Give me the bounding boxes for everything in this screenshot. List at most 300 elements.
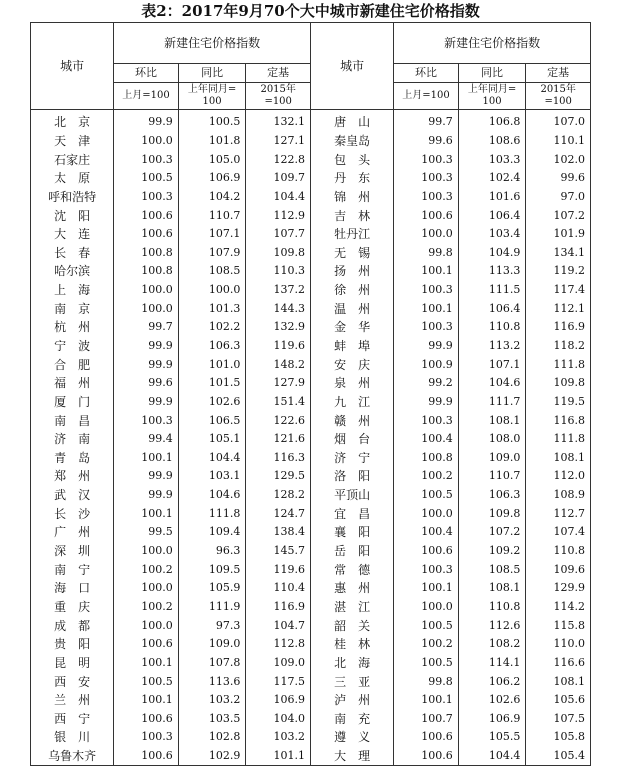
yoy-value: 108.5 [178, 262, 246, 281]
city-name: 海 口 [31, 579, 114, 598]
yoy-value: 108.1 [458, 579, 526, 598]
yoy-value: 103.2 [178, 691, 246, 710]
base-yoy-right [458, 83, 526, 110]
city-name: 长 春 [31, 243, 114, 262]
base-value: 112.9 [246, 206, 311, 225]
mom-value: 100.5 [394, 616, 459, 635]
yoy-value: 108.6 [458, 132, 526, 151]
yoy-value: 113.2 [458, 337, 526, 356]
base-value: 148.2 [246, 355, 311, 374]
city-name: 岳 阳 [310, 542, 393, 561]
base-value: 112.8 [246, 635, 311, 654]
base-base-line2: =100 [544, 96, 572, 107]
table-row [31, 635, 591, 654]
yoy-value: 104.6 [458, 374, 526, 393]
yoy-value: 104.4 [458, 747, 526, 766]
mom-value: 99.7 [394, 110, 459, 132]
base-value: 104.4 [246, 188, 311, 207]
yoy-value: 101.0 [178, 355, 246, 374]
group-header-right: 新建住宅价格指数 [394, 23, 591, 64]
city-name: 青 岛 [31, 449, 114, 468]
table-row [31, 710, 591, 729]
base-value: 97.0 [526, 188, 591, 207]
yoy-value: 111.8 [178, 504, 246, 523]
city-name: 沈 阳 [31, 206, 114, 225]
base-value: 109.8 [526, 374, 591, 393]
city-name: 湛 江 [310, 598, 393, 617]
mom-value: 99.9 [394, 337, 459, 356]
mom-value: 99.6 [394, 132, 459, 151]
yoy-value: 112.6 [458, 616, 526, 635]
price-index-table [30, 22, 591, 766]
yoy-value: 101.8 [178, 132, 246, 151]
mom-value: 100.5 [114, 169, 179, 188]
city-name: 锦 州 [310, 188, 393, 207]
yoy-value: 106.3 [178, 337, 246, 356]
base-value: 119.5 [526, 393, 591, 412]
city-name: 蚌 埠 [310, 337, 393, 356]
yoy-value: 106.2 [458, 672, 526, 691]
mom-value: 100.1 [114, 449, 179, 468]
base-value: 145.7 [246, 542, 311, 561]
city-name: 乌鲁木齐 [31, 747, 114, 766]
base-base-line1: 2015年 [540, 84, 576, 95]
base-value: 127.9 [246, 374, 311, 393]
city-name: 温 州 [310, 299, 393, 318]
mom-value: 99.8 [394, 243, 459, 262]
base-value: 104.7 [246, 616, 311, 635]
mom-value: 100.3 [394, 281, 459, 300]
mom-value: 100.0 [114, 299, 179, 318]
base-value: 128.2 [246, 486, 311, 505]
mom-value: 100.1 [394, 262, 459, 281]
mom-value: 99.4 [114, 430, 179, 449]
city-name: 西 宁 [31, 710, 114, 729]
city-name: 牡丹江 [310, 225, 393, 244]
base-value: 115.8 [526, 616, 591, 635]
base-value: 122.8 [246, 150, 311, 169]
base-value: 116.9 [246, 598, 311, 617]
base-mom-left: 上月=100 [114, 83, 179, 110]
mom-value: 99.9 [114, 337, 179, 356]
city-name: 兰 州 [31, 691, 114, 710]
base-value: 104.0 [246, 710, 311, 729]
mom-value: 100.6 [114, 635, 179, 654]
base-value: 110.3 [246, 262, 311, 281]
table-row [31, 262, 591, 281]
col-yoy-header-left: 同比 [178, 64, 246, 83]
city-name: 呼和浩特 [31, 188, 114, 207]
yoy-value: 103.3 [458, 150, 526, 169]
city-name: 丹 东 [310, 169, 393, 188]
mom-value: 99.9 [114, 467, 179, 486]
mom-value: 100.0 [394, 225, 459, 244]
base-value: 112.0 [526, 467, 591, 486]
city-name: 大 连 [31, 225, 114, 244]
city-name: 北 京 [31, 110, 114, 132]
table-row [31, 598, 591, 617]
base-value: 110.4 [246, 579, 311, 598]
base-value: 117.4 [526, 281, 591, 300]
group-header-left: 新建住宅价格指数 [114, 23, 311, 64]
base-value: 137.2 [246, 281, 311, 300]
yoy-value: 100.0 [178, 281, 246, 300]
base-value: 112.7 [526, 504, 591, 523]
yoy-value: 109.8 [458, 504, 526, 523]
yoy-value: 108.0 [458, 430, 526, 449]
table-row [31, 374, 591, 393]
base-value: 107.7 [246, 225, 311, 244]
city-name: 郑 州 [31, 467, 114, 486]
base-value: 105.4 [526, 747, 591, 766]
yoy-value: 106.3 [458, 486, 526, 505]
mom-value: 99.9 [394, 393, 459, 412]
base-value: 99.6 [526, 169, 591, 188]
yoy-value: 107.9 [178, 243, 246, 262]
table-row [31, 654, 591, 673]
city-name: 扬 州 [310, 262, 393, 281]
mom-value: 100.3 [394, 560, 459, 579]
yoy-value: 107.8 [178, 654, 246, 673]
yoy-value: 107.2 [458, 523, 526, 542]
base-value: 108.9 [526, 486, 591, 505]
base-value: 108.1 [526, 449, 591, 468]
table-row [31, 691, 591, 710]
table-title: 表2：2017年9月70个大中城市新建住宅价格指数 [141, 2, 480, 20]
mom-value: 100.3 [394, 188, 459, 207]
yoy-value: 103.1 [178, 467, 246, 486]
mom-value: 100.0 [114, 132, 179, 151]
base-yoy-left [178, 83, 246, 110]
city-name: 泸 州 [310, 691, 393, 710]
yoy-value: 110.8 [458, 318, 526, 337]
yoy-value: 106.9 [178, 169, 246, 188]
yoy-value: 106.4 [458, 206, 526, 225]
table-row [31, 169, 591, 188]
city-name: 洛 阳 [310, 467, 393, 486]
mom-value: 100.0 [114, 616, 179, 635]
city-name: 唐 山 [310, 110, 393, 132]
yoy-value: 106.8 [458, 110, 526, 132]
base-value: 107.0 [526, 110, 591, 132]
base-base-line2: =100 [264, 96, 292, 107]
table-row [31, 579, 591, 598]
table-row [31, 430, 591, 449]
mom-value: 100.3 [394, 150, 459, 169]
base-value: 110.0 [526, 635, 591, 654]
yoy-value: 104.9 [458, 243, 526, 262]
base-value: 117.5 [246, 672, 311, 691]
mom-value: 100.8 [114, 262, 179, 281]
base-value: 151.4 [246, 393, 311, 412]
base-value: 109.8 [246, 243, 311, 262]
base-value: 129.5 [246, 467, 311, 486]
mom-value: 100.6 [394, 747, 459, 766]
city-name: 杭 州 [31, 318, 114, 337]
city-name: 南 昌 [31, 411, 114, 430]
base-value: 109.0 [246, 654, 311, 673]
yoy-value: 111.7 [458, 393, 526, 412]
yoy-value: 105.0 [178, 150, 246, 169]
city-name: 重 庆 [31, 598, 114, 617]
yoy-value: 107.1 [458, 355, 526, 374]
yoy-value: 114.1 [458, 654, 526, 673]
mom-value: 100.3 [114, 150, 179, 169]
yoy-value: 96.3 [178, 542, 246, 561]
yoy-value: 111.9 [178, 598, 246, 617]
base-value: 129.9 [526, 579, 591, 598]
table-row [31, 281, 591, 300]
mom-value: 100.5 [394, 486, 459, 505]
mom-value: 100.8 [394, 449, 459, 468]
base-value: 111.8 [526, 430, 591, 449]
yoy-value: 109.2 [458, 542, 526, 561]
yoy-value: 102.2 [178, 318, 246, 337]
base-yoy-line1: 上年同月= [187, 84, 237, 95]
mom-value: 100.5 [394, 654, 459, 673]
city-name: 大 理 [310, 747, 393, 766]
mom-value: 100.1 [394, 691, 459, 710]
mom-value: 100.3 [394, 169, 459, 188]
base-value: 119.6 [246, 337, 311, 356]
table-row [31, 132, 591, 151]
mom-value: 100.1 [394, 579, 459, 598]
base-value: 116.6 [526, 654, 591, 673]
table-row [31, 393, 591, 412]
table-row [31, 337, 591, 356]
base-value: 119.2 [526, 262, 591, 281]
base-value: 116.8 [526, 411, 591, 430]
base-value: 108.1 [526, 672, 591, 691]
base-value: 118.2 [526, 337, 591, 356]
yoy-value: 108.5 [458, 560, 526, 579]
mom-value: 100.0 [114, 542, 179, 561]
city-name: 合 肥 [31, 355, 114, 374]
yoy-value: 104.6 [178, 486, 246, 505]
yoy-value: 106.9 [458, 710, 526, 729]
yoy-value: 111.5 [458, 281, 526, 300]
city-name: 韶 关 [310, 616, 393, 635]
table-row [31, 243, 591, 262]
city-name: 贵 阳 [31, 635, 114, 654]
city-name: 天 津 [31, 132, 114, 151]
yoy-value: 113.6 [178, 672, 246, 691]
base-value: 107.4 [526, 523, 591, 542]
city-name: 泉 州 [310, 374, 393, 393]
yoy-value: 110.8 [458, 598, 526, 617]
table-row [31, 150, 591, 169]
base-yoy-line2: 100 [202, 96, 222, 107]
mom-value: 100.3 [394, 318, 459, 337]
base-value: 121.6 [246, 430, 311, 449]
yoy-value: 105.9 [178, 579, 246, 598]
base-base-line1: 2015年 [260, 84, 296, 95]
yoy-value: 100.5 [178, 110, 246, 132]
yoy-value: 110.7 [458, 467, 526, 486]
city-name: 安 庆 [310, 355, 393, 374]
yoy-value: 105.1 [178, 430, 246, 449]
table-row [31, 110, 591, 132]
base-value: 106.9 [246, 691, 311, 710]
mom-value: 100.6 [394, 206, 459, 225]
yoy-value: 105.5 [458, 728, 526, 747]
mom-value: 100.6 [114, 225, 179, 244]
city-name: 济 南 [31, 430, 114, 449]
base-value: 127.1 [246, 132, 311, 151]
base-base-left [246, 83, 311, 110]
base-value: 134.1 [526, 243, 591, 262]
mom-value: 100.1 [114, 654, 179, 673]
mom-value: 99.7 [114, 318, 179, 337]
city-name: 太 原 [31, 169, 114, 188]
mom-value: 99.8 [394, 672, 459, 691]
base-value: 101.1 [246, 747, 311, 766]
city-name: 宁 波 [31, 337, 114, 356]
yoy-value: 103.5 [178, 710, 246, 729]
table-row [31, 616, 591, 635]
mom-value: 99.9 [114, 110, 179, 132]
city-name: 平顶山 [310, 486, 393, 505]
base-value: 114.2 [526, 598, 591, 617]
base-value: 105.6 [526, 691, 591, 710]
yoy-value: 102.9 [178, 747, 246, 766]
table-row [31, 486, 591, 505]
mom-value: 100.1 [394, 299, 459, 318]
mom-value: 100.0 [394, 598, 459, 617]
yoy-value: 102.4 [458, 169, 526, 188]
mom-value: 100.8 [114, 243, 179, 262]
mom-value: 100.0 [114, 579, 179, 598]
yoy-value: 104.4 [178, 449, 246, 468]
table-row [31, 411, 591, 430]
yoy-value: 103.4 [458, 225, 526, 244]
table-row [31, 299, 591, 318]
city-name: 秦皇岛 [310, 132, 393, 151]
table-row [31, 225, 591, 244]
mom-value: 100.3 [114, 188, 179, 207]
yoy-value: 102.6 [178, 393, 246, 412]
mom-value: 100.2 [394, 635, 459, 654]
city-name: 上 海 [31, 281, 114, 300]
city-name: 深 圳 [31, 542, 114, 561]
base-value: 116.9 [526, 318, 591, 337]
mom-value: 99.5 [114, 523, 179, 542]
mom-value: 100.4 [394, 523, 459, 542]
table-body [31, 110, 591, 766]
mom-value: 100.4 [394, 430, 459, 449]
yoy-value: 109.0 [178, 635, 246, 654]
base-value: 109.6 [526, 560, 591, 579]
yoy-value: 108.2 [458, 635, 526, 654]
table-row [31, 467, 591, 486]
base-mom-right: 上月=100 [394, 83, 459, 110]
city-name: 桂 林 [310, 635, 393, 654]
mom-value: 100.0 [114, 281, 179, 300]
city-name: 无 锡 [310, 243, 393, 262]
table-row [31, 728, 591, 747]
table-row [31, 355, 591, 374]
table-row [31, 747, 591, 766]
yoy-value: 101.6 [458, 188, 526, 207]
yoy-value: 113.3 [458, 262, 526, 281]
city-name: 广 州 [31, 523, 114, 542]
yoy-value: 109.0 [458, 449, 526, 468]
table-row [31, 504, 591, 523]
city-name: 福 州 [31, 374, 114, 393]
base-yoy-line1: 上年同月= [467, 84, 517, 95]
base-value: 132.9 [246, 318, 311, 337]
city-header-left: 城市 [31, 23, 114, 110]
base-value: 110.8 [526, 542, 591, 561]
mom-value: 100.2 [114, 598, 179, 617]
mom-value: 100.3 [114, 411, 179, 430]
table-row [31, 542, 591, 561]
city-name: 三 亚 [310, 672, 393, 691]
city-name: 烟 台 [310, 430, 393, 449]
city-name: 西 安 [31, 672, 114, 691]
base-yoy-line2: 100 [482, 96, 502, 107]
city-name: 南 充 [310, 710, 393, 729]
yoy-value: 101.5 [178, 374, 246, 393]
mom-value: 100.6 [394, 728, 459, 747]
yoy-value: 108.1 [458, 411, 526, 430]
mom-value: 100.3 [114, 728, 179, 747]
col-mom-header-right: 环比 [394, 64, 459, 83]
city-name: 徐 州 [310, 281, 393, 300]
yoy-value: 101.3 [178, 299, 246, 318]
col-base-header-right: 定基 [526, 64, 591, 83]
yoy-value: 102.8 [178, 728, 246, 747]
base-base-right [526, 83, 591, 110]
city-name: 济 宁 [310, 449, 393, 468]
city-header-right: 城市 [310, 23, 393, 110]
mom-value: 100.0 [394, 504, 459, 523]
city-name: 襄 阳 [310, 523, 393, 542]
city-name: 金 华 [310, 318, 393, 337]
base-value: 124.7 [246, 504, 311, 523]
city-name: 北 海 [310, 654, 393, 673]
city-name: 宜 昌 [310, 504, 393, 523]
mom-value: 99.9 [114, 355, 179, 374]
mom-value: 100.7 [394, 710, 459, 729]
mom-value: 100.6 [394, 542, 459, 561]
city-name: 哈尔滨 [31, 262, 114, 281]
yoy-value: 106.4 [458, 299, 526, 318]
base-value: 107.2 [526, 206, 591, 225]
city-name: 九 江 [310, 393, 393, 412]
base-value: 107.5 [526, 710, 591, 729]
city-name: 包 头 [310, 150, 393, 169]
base-value: 112.1 [526, 299, 591, 318]
city-name: 长 沙 [31, 504, 114, 523]
table-row [31, 523, 591, 542]
city-name: 厦 门 [31, 393, 114, 412]
table-row [31, 206, 591, 225]
base-value: 101.9 [526, 225, 591, 244]
mom-value: 100.1 [114, 504, 179, 523]
base-value: 110.1 [526, 132, 591, 151]
mom-value: 99.6 [114, 374, 179, 393]
mom-value: 100.6 [114, 206, 179, 225]
city-name: 吉 林 [310, 206, 393, 225]
mom-value: 99.9 [114, 486, 179, 505]
city-name: 赣 州 [310, 411, 393, 430]
yoy-value: 109.5 [178, 560, 246, 579]
base-value: 102.0 [526, 150, 591, 169]
base-value: 119.6 [246, 560, 311, 579]
mom-value: 99.9 [114, 393, 179, 412]
city-name: 成 都 [31, 616, 114, 635]
